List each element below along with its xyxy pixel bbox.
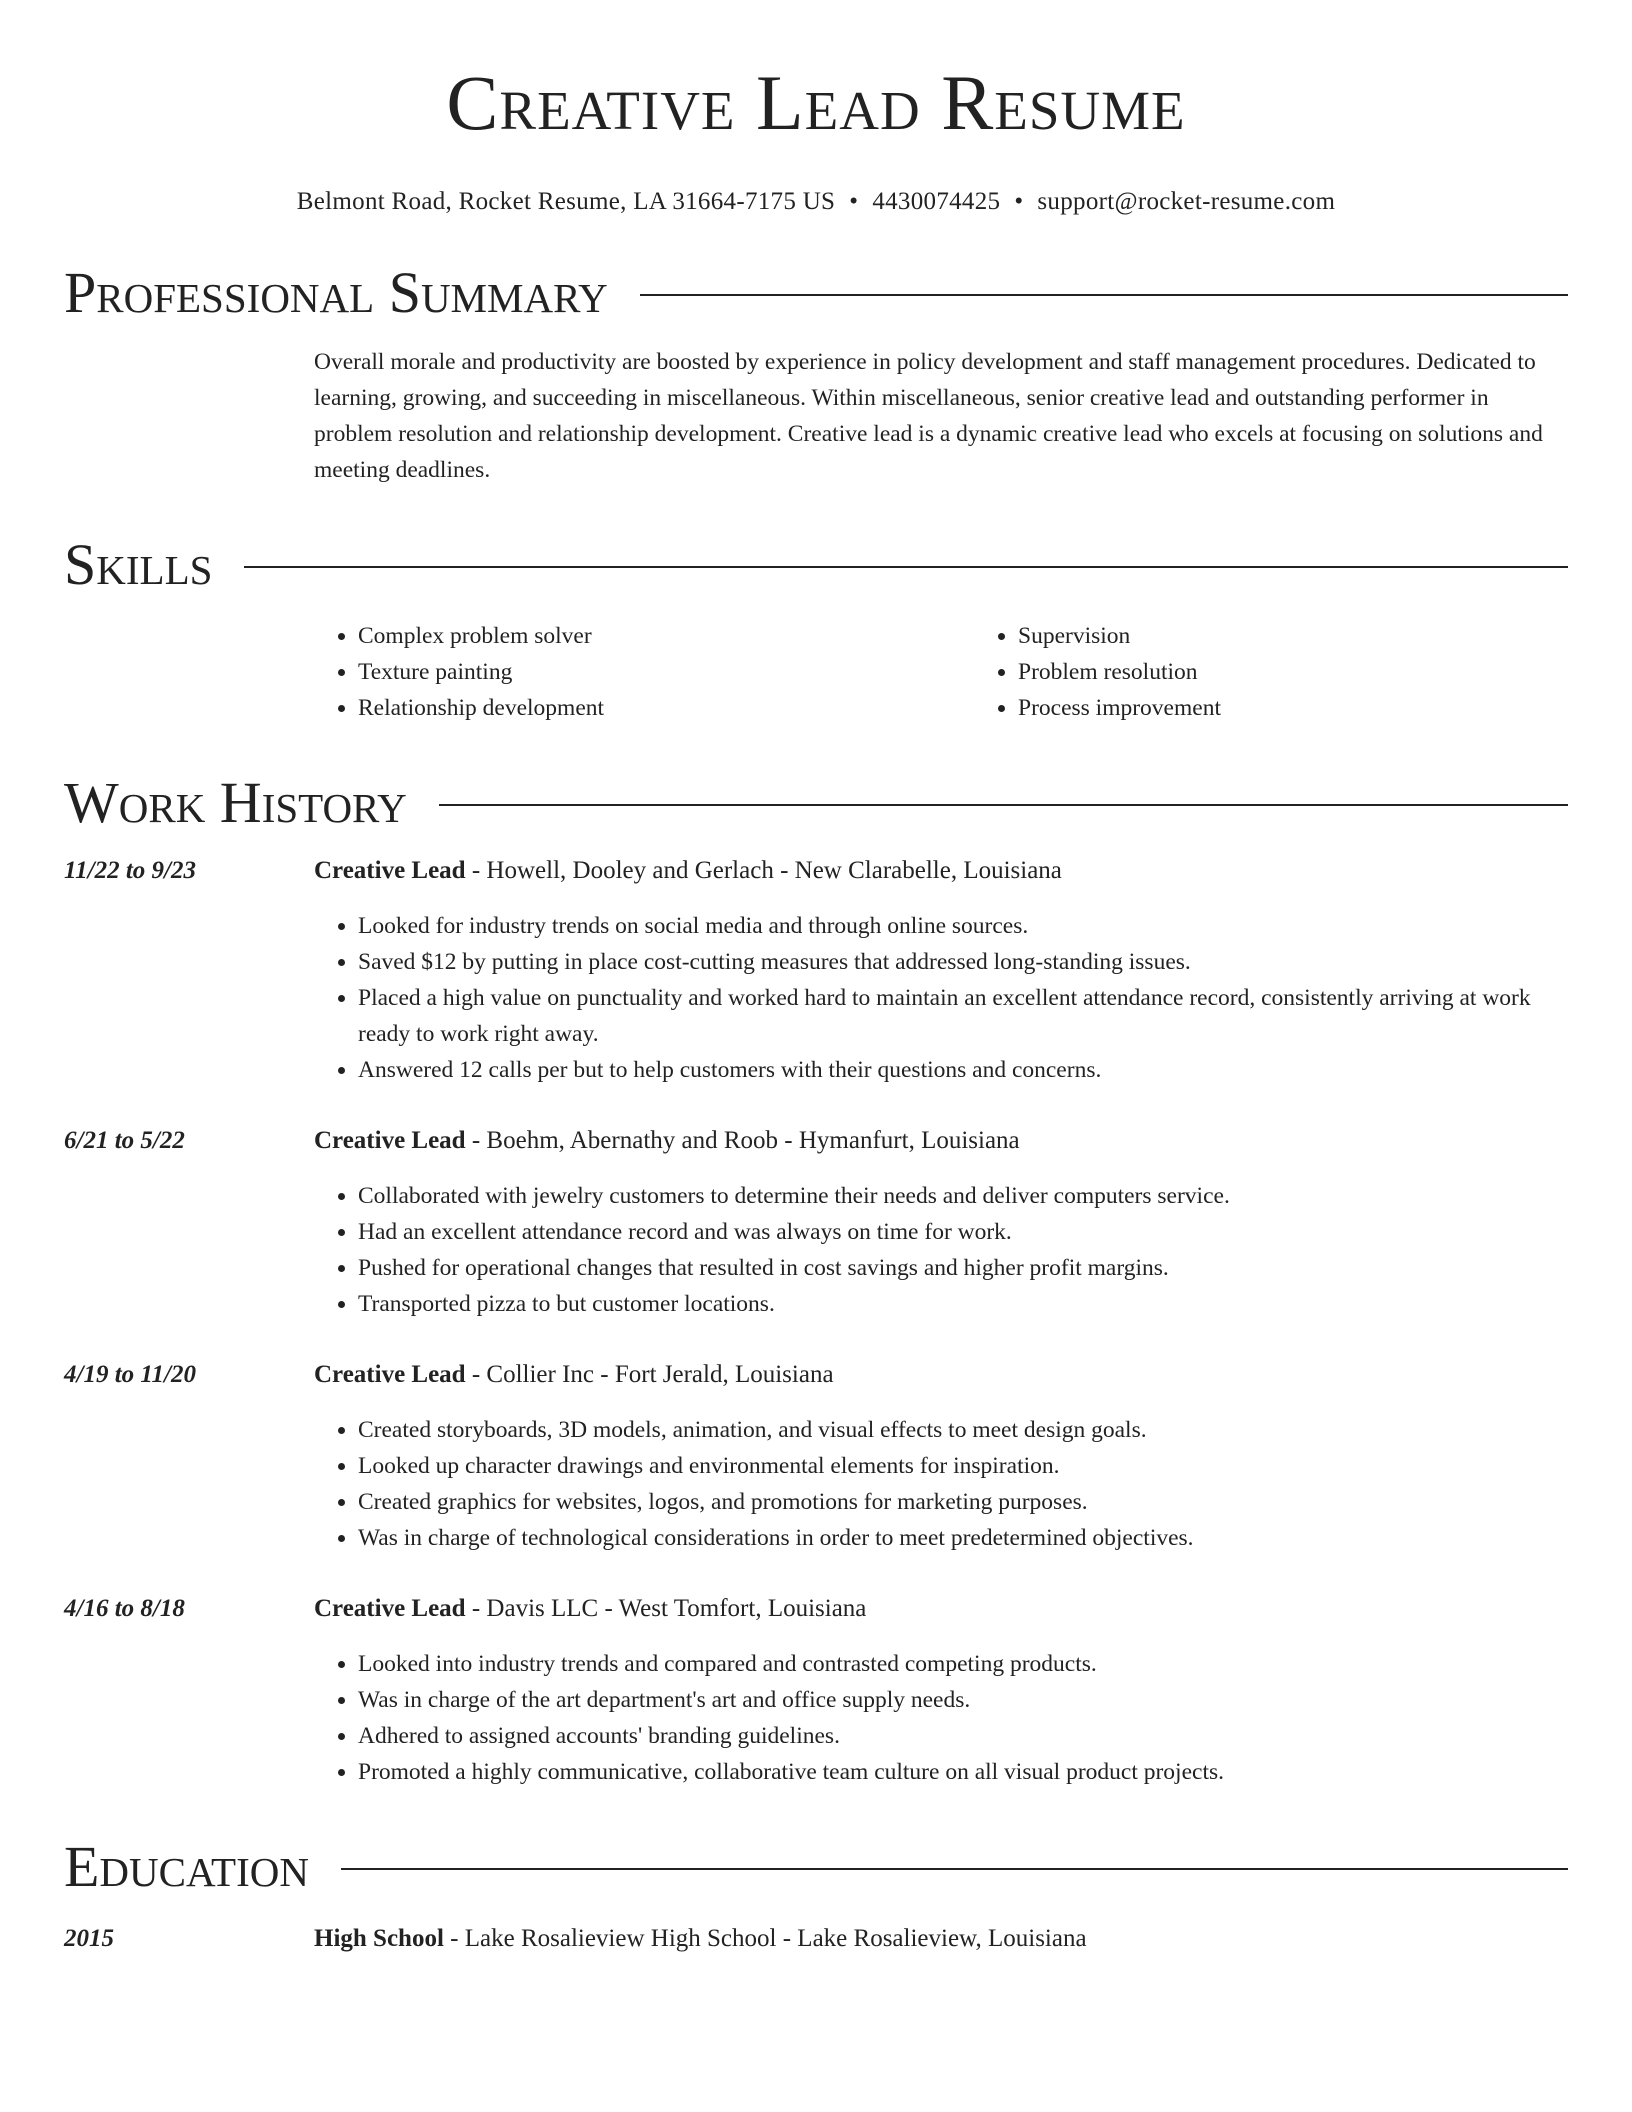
education-details: - Lake Rosalieview High School - Lake Rosalieview, Louisiana	[443, 1925, 1087, 1952]
job-bullet: • Saved $12 by putting in place cost-cutting measures that addressed long-standing issues.	[358, 944, 1568, 980]
job-bullet: • Was in charge of technological considerations in order to meet predetermined objectives.	[358, 1520, 1568, 1556]
job-dates: 4/19 to 11/20	[64, 1361, 196, 1388]
job-role: Creative Lead	[314, 857, 466, 884]
skill-item: • Process improvement	[1018, 690, 1518, 726]
job-dates: 4/16 to 8/18	[64, 1595, 185, 1622]
job-bullet: • Transported pizza to but customer locations.	[358, 1286, 1568, 1322]
education-heading-line	[314, 1922, 1087, 1956]
contact-line	[64, 188, 1568, 216]
job-bullets	[314, 908, 1568, 1088]
job-bullets	[314, 1178, 1568, 1322]
job-details: - Davis LLC - West Tomfort, Louisiana	[465, 1595, 867, 1622]
job-details: - Boehm, Abernathy and Roob - Hymanfurt, Louisiana	[465, 1127, 1020, 1154]
separator-dot: •	[1014, 188, 1024, 215]
job-role: Creative Lead	[314, 1127, 466, 1154]
job-bullet: • Was in charge of the art department's art and office supply needs.	[358, 1682, 1568, 1718]
resume-title: Creative Lead Resume	[446, 59, 1186, 146]
email: support@rocket-resume.com	[1037, 188, 1336, 215]
job-bullet: • Answered 12 calls per but to help customers with their questions and concerns.	[358, 1052, 1568, 1088]
job-heading	[314, 1358, 834, 1392]
job-bullet: • Looked for industry trends on social media and through online sources.	[358, 908, 1568, 944]
skill-item: • Complex problem solver	[358, 618, 974, 654]
job-bullet: • Adhered to assigned accounts' branding guidelines.	[358, 1718, 1568, 1754]
education-entry	[64, 1922, 1568, 1956]
skills-list	[314, 618, 1568, 726]
summary-text: Overall morale and productivity are boosted by experience in policy development and staff management procedures. Dedicated to learning, growing, and succeeding in miscellaneous. Within miscellaneous, senior creative lead and outstanding performer in problem resolution and relationship development. Creative lead is a dynamic creative lead who excels at focusing on solutions and meeting deadlines.	[314, 349, 1543, 483]
job-heading	[314, 854, 1062, 888]
job-bullet: • Promoted a highly communicative, collaborative team culture on all visual product projects.	[358, 1754, 1568, 1790]
skills-section-header	[64, 532, 1568, 598]
job-heading	[314, 1124, 1020, 1158]
job-bullet: • Looked into industry trends and compared and contrasted competing products.	[358, 1646, 1568, 1682]
job-header	[64, 1358, 1568, 1392]
job-bullet: • Collaborated with jewelry customers to determine their needs and deliver computers service.	[358, 1178, 1568, 1214]
education-degree: High School	[314, 1925, 444, 1952]
job-bullet: • Looked up character drawings and environmental elements for inspiration.	[358, 1448, 1568, 1484]
job-bullet: • Pushed for operational changes that resulted in cost savings and higher profit margins.	[358, 1250, 1568, 1286]
job-bullet: • Placed a high value on punctuality and worked hard to maintain an excellent attendance record, consistently arriving at work ready to work right away.	[358, 980, 1568, 1052]
summary-heading: Professional Summary	[64, 260, 608, 325]
job-details: - Collier Inc - Fort Jerald, Louisiana	[465, 1361, 834, 1388]
job-bullets	[314, 1412, 1568, 1556]
job-header	[64, 1124, 1568, 1158]
job-header	[64, 1592, 1568, 1626]
phone: 4430074425	[872, 188, 1001, 215]
skill-item: • Relationship development	[358, 690, 974, 726]
job-role: Creative Lead	[314, 1595, 466, 1622]
section-divider	[341, 1868, 1568, 1870]
job-role: Creative Lead	[314, 1361, 466, 1388]
education-section-header	[64, 1834, 1568, 1900]
education-heading: Education	[64, 1834, 309, 1899]
job-dates: 6/21 to 5/22	[64, 1127, 185, 1154]
section-divider	[640, 294, 1568, 296]
work-section-header	[64, 770, 1568, 836]
skill-item: • Supervision	[1018, 618, 1518, 654]
section-divider	[439, 804, 1568, 806]
skill-item: • Problem resolution	[1018, 654, 1518, 690]
job-bullet: • Created storyboards, 3D models, animation, and visual effects to meet design goals.	[358, 1412, 1568, 1448]
job-entry	[64, 1358, 1568, 1556]
job-entry	[64, 854, 1568, 1088]
work-heading: Work History	[64, 770, 407, 835]
job-header	[64, 854, 1568, 888]
skills-column-left	[314, 618, 974, 726]
job-bullets	[314, 1646, 1568, 1790]
job-dates: 11/22 to 9/23	[64, 857, 196, 884]
separator-dot: •	[849, 188, 859, 215]
job-heading	[314, 1592, 866, 1626]
job-details: - Howell, Dooley and Gerlach - New Clarabelle, Louisiana	[465, 857, 1062, 884]
job-bullet: • Had an excellent attendance record and was always on time for work.	[358, 1214, 1568, 1250]
skill-item: • Texture painting	[358, 654, 974, 690]
summary-section-header	[64, 260, 1568, 326]
address: Belmont Road, Rocket Resume, LA 31664-7175 US	[296, 188, 836, 215]
skills-heading: Skills	[64, 532, 213, 597]
job-entry	[64, 1124, 1568, 1322]
skills-column-right	[974, 618, 1518, 726]
job-entry	[64, 1592, 1568, 1790]
job-bullet: • Created graphics for websites, logos, and promotions for marketing purposes.	[358, 1484, 1568, 1520]
section-divider	[244, 566, 1568, 568]
education-year: 2015	[64, 1925, 114, 1952]
